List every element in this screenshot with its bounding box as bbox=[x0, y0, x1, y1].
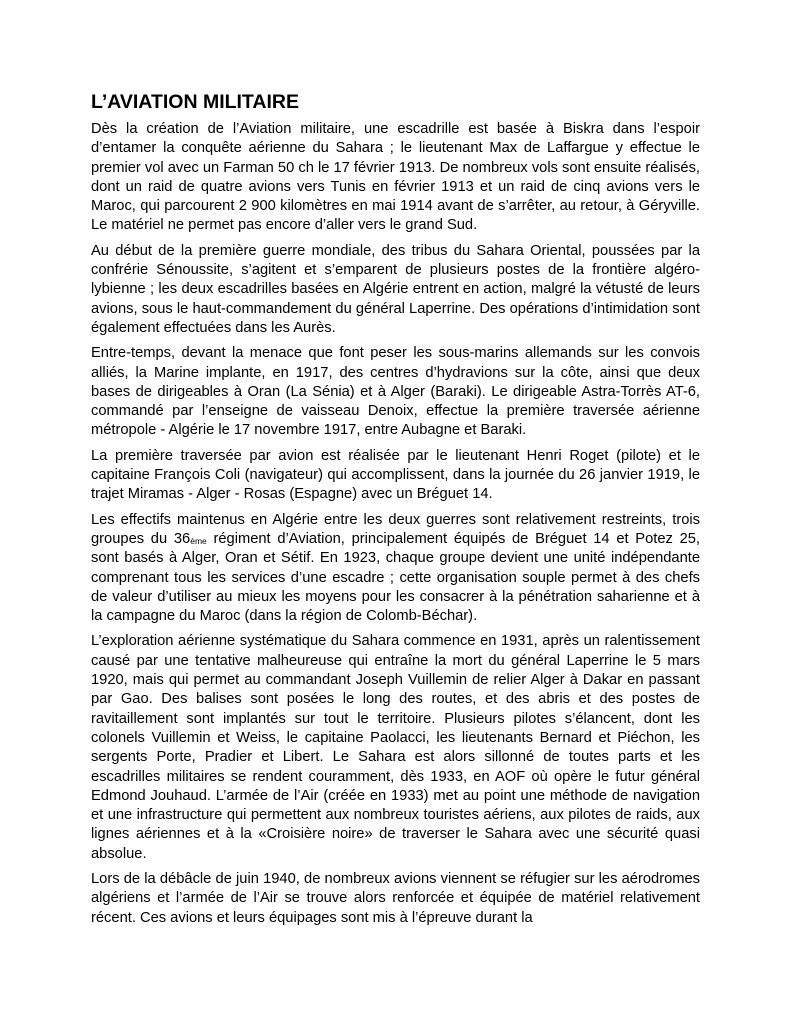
paragraph-3: Entre-temps, devant la menace que font peser les sous-marins allemands sur les convois alliés, la Marine implante, en 1917, des centres d’hydravions sur la côte, ainsi que deux bases de dirigeables à Oran (La Sénia) et à Alger (Baraki). Le dirigeable Astra-Torrès AT-6, commandé par l’enseigne de vaisseau Denoix, effectue la première traversée aérienne métropole - Algérie le 17 novembre 1917, entre Aubagne et Baraki. bbox=[91, 345, 700, 439]
document-page bbox=[91, 88, 700, 934]
paragraph-5-ordinal-suffix: ème bbox=[190, 535, 207, 546]
paragraph-5 bbox=[91, 511, 700, 627]
paragraph-7: Lors de la débâcle de juin 1940, de nombreux avions viennent se réfugier sur les aérodromes algériens et l’armée de l’Air se trouve alors renforcée et équipée de matériel relativement récent. Ces avions et leurs équipages sont mis à l’épreuve durant la bbox=[91, 870, 700, 926]
paragraph-5-start: Les effectifs maintenus en Algérie entre les deux guerres sont relativement restreints, trois groupes du 36 bbox=[91, 511, 700, 547]
paragraph-5-end: régiment d’Aviation, principalement équipés de Bréguet 14 et Potez 25, sont basés à Alger, Oran et Sétif. En 1923, chaque groupe devient une unité indépendante comprenant tous les services d’une escadre ; cette organisation souple permet à des chefs de valeur d’utiliser au mieux les moyens pour les consacrer à la pénétration saharienne et à la campagne du Maroc (dans la région de Colomb-Béchar). bbox=[91, 530, 700, 625]
paragraph-6: L’exploration aérienne systématique du Sahara commence en 1931, après un ralentissement causé par une tentative malheureuse qui entraîne la mort du général Laperrine le 5 mars 1920, mais qui permet au commandant Joseph Vuillemin de relier Alger à Dakar en passant par Gao. Des balises sont posées le long des routes, et des abris et des postes de ravitaillement sont implantés sur tout le territoire. Plusieurs pilotes s’élancent, dont les colonels Vuillemin et Weiss, le capitaine Paolacci, les lieutenants Bernard et Piéchon, les sergents Porte, Pradier et Libert. Le Sahara est alors sillonné de toutes parts et les escadrilles militaires se rendent couramment, dès 1933, en AOF où opère le futur général Edmond Jouhaud. L’armée de l’Air (créée en 1933) met au point une méthode de navigation et une infrastructure qui permettent aux nombreux touristes aériens, aux pilotes de raids, aux lignes aériennes et à la «Croisière noire» de traverser le Sahara avec une sécurité quasi absolue. bbox=[91, 633, 700, 862]
paragraph-1: Dès la création de l’Aviation militaire, une escadrille est basée à Biskra dans l’espoir d’entamer la conquête aérienne du Sahara ; le lieutenant Max de Laffargue y effectue le premier vol avec un Farman 50 ch le 17 février 1913. De nombreux vols sont ensuite réalisés, dont un raid de quatre avions vers Tunis en février 1913 et un raid de cinq avions vers le Maroc, qui parcourent 2 900 kilomètres en mai 1914 avant de s’arrêter, au retour, à Géryville. Le matériel ne permet pas encore d’aller vers le grand Sud. bbox=[91, 121, 701, 234]
paragraph-2: Au début de la première guerre mondiale, des tribus du Sahara Oriental, poussées par la confrérie Sénoussite, s’agitent et s’emparent de plusieurs postes de la frontière algéro-lybienne ; les deux escadrilles basées en Algérie entrent en action, malgré la vétusté de leurs avions, sous le haut-commandement du général Laperrine. Des opérations d’intimidation sont également effectuées dans les Aurès. bbox=[91, 242, 700, 336]
paragraph-4: La première traversée par avion est réalisée par le lieutenant Henri Roget (pilote) et le capitaine François Coli (navigateur) qui accomplissent, dans la journée du 26 janvier 1919, le trajet Miramas - Alger - Rosas (Espagne) avec un Bréguet 14. bbox=[91, 447, 700, 503]
document-title: L’AVIATION MILITAIRE bbox=[91, 91, 299, 113]
